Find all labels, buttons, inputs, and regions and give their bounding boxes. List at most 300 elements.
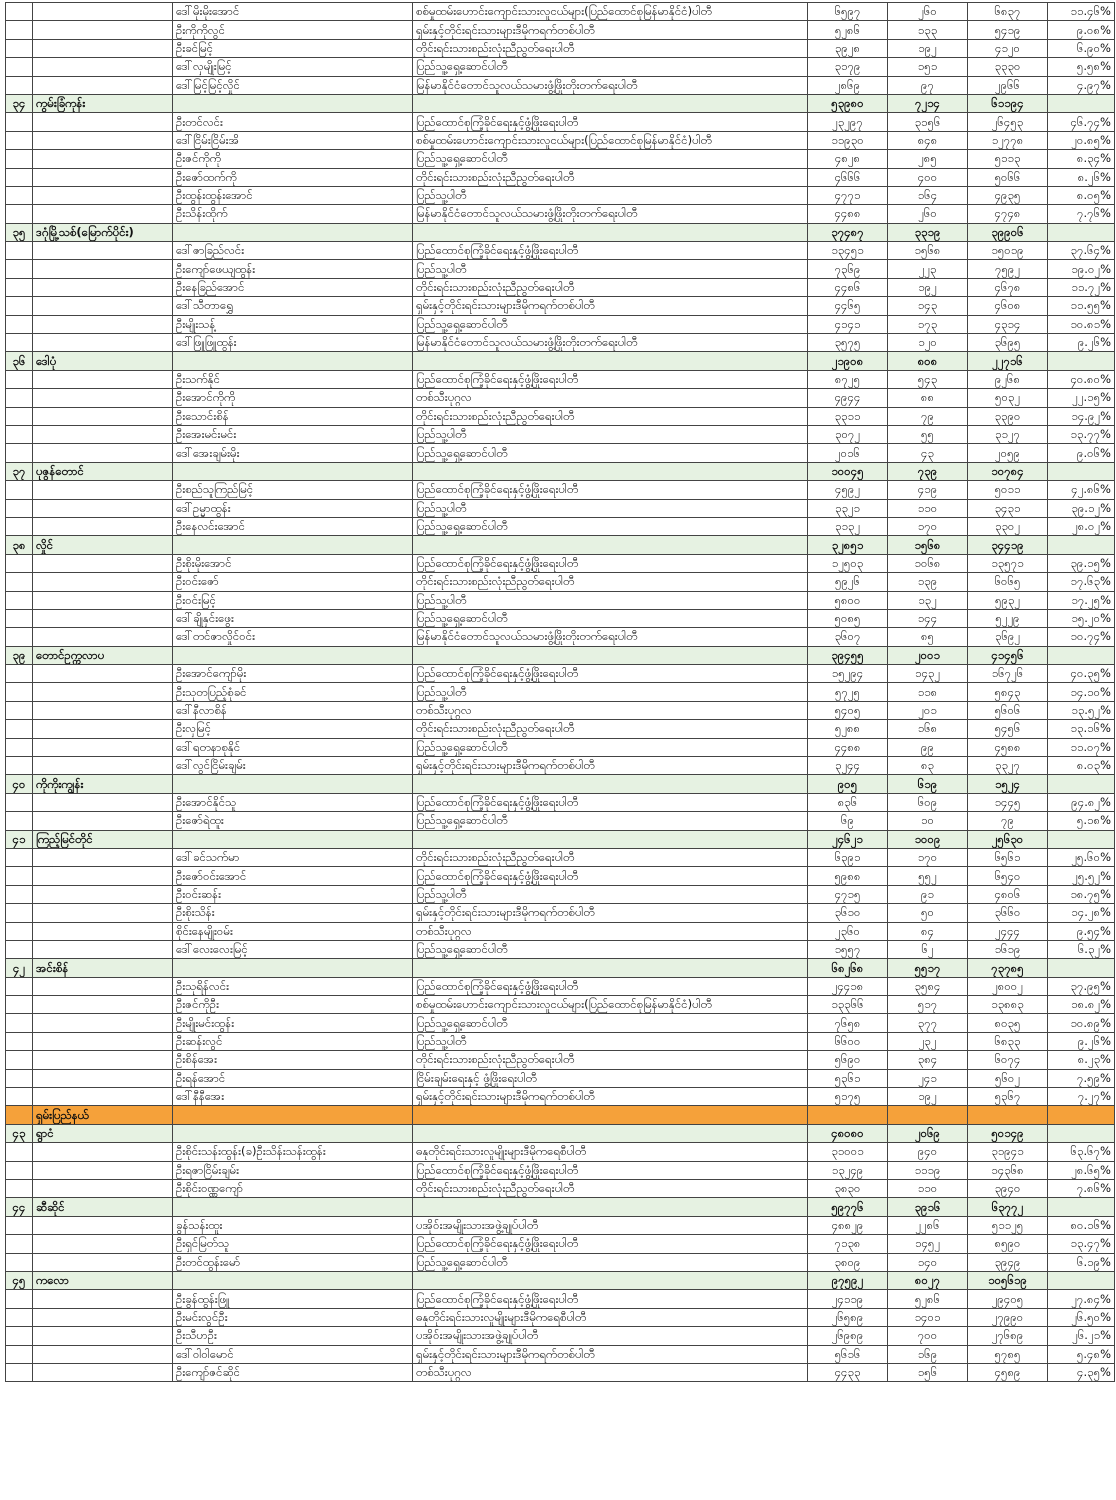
votes-cell: ၆၉ [808,812,888,830]
party-name-cell: ပြည်ထောင်စုကြံ့ခိုင်ရေးနှင့်ဖွံ့ဖြိုးရေးပါတီ [413,665,808,683]
township-name-cell: ကိုကိုးကျွန်း [33,775,173,793]
vote-percent-cell: ၁၉.၀၂% [1048,260,1115,278]
total-votes-cell: ၁၂၇၇၈ [968,131,1048,149]
candidate-name-cell: ဦးခွန်ထွန်းဖြူ [173,1290,413,1308]
vote-percent-cell [1048,1198,1115,1216]
votes-cell: ၅၉၇၇၆ [808,1198,888,1216]
vote-percent-cell: ၃၇.၆၄% [1048,242,1115,260]
votes-cell: ၂၃၆၀ [808,922,888,940]
vote-percent-cell: ၇.၈၆% [1048,1180,1115,1198]
township-name-cell [33,39,173,57]
vote-percent-cell: ၇.၇၆% [1048,205,1115,223]
township-name-cell [33,609,173,627]
votes-cell: ၄၈၂၈ [808,150,888,168]
party-name-cell: ဓနုတိုင်းရင်းသားလူမျိုးများဒီမိုကရေစီပါတီ [413,1308,808,1326]
votes-cell: ၃၈၀၉ [808,1253,888,1271]
township-name-cell [33,554,173,572]
party-name-cell: ပြည်ထောင်စုကြံ့ခိုင်ရေးနှင့်ဖွံ့ဖြိုးရေးပါတီ [413,554,808,572]
township-number-cell [6,977,33,995]
candidate-row [6,425,1115,443]
township-number-cell [6,517,33,535]
advance-votes-cell: ၆၀၉ [888,793,968,811]
township-number-cell [6,150,33,168]
township-number-cell [6,242,33,260]
township-number-cell [6,904,33,922]
candidate-row [6,757,1115,775]
total-votes-cell: ၅၂၂၉ [968,609,1048,627]
party-name-cell [413,94,808,112]
advance-votes-cell: ၁၆၈ [888,720,968,738]
advance-votes-cell: ၇၂၁၄ [888,94,968,112]
township-number-cell: ၃၆ [6,352,33,370]
votes-cell: ၁၅၅၇ [808,940,888,958]
votes-cell: ၉၀၅ [808,775,888,793]
township-name-cell [33,591,173,609]
party-name-cell: ရှမ်းနှင့်တိုင်းရင်းသားများဒီမိုကရက်တစ်ပါတီ [413,904,808,922]
township-name-cell [33,1345,173,1363]
candidate-row [6,793,1115,811]
candidate-name-cell [173,536,413,554]
candidate-row [6,812,1115,830]
total-votes-cell: ၇၃၇၈၅ [968,959,1048,977]
votes-cell: ၃၂၈၅၁ [808,536,888,554]
candidate-name-cell: ဦးဇင်ကိုဦး [173,996,413,1014]
votes-cell: ၃၆၀၇ [808,628,888,646]
votes-cell: ၄၄၈၆ [808,278,888,296]
township-row [6,959,1115,977]
total-votes-cell: ၃၆၉၅ [968,334,1048,352]
candidate-name-cell [173,223,413,241]
advance-votes-cell: ၇၉ [888,407,968,425]
township-row [6,1124,1115,1142]
township-number-cell [6,628,33,646]
township-number-cell [6,757,33,775]
candidate-row [6,1051,1115,1069]
party-name-cell [413,1124,808,1142]
candidate-name-cell: ဦးအောင်ကိုကို [173,389,413,407]
vote-percent-cell [1048,536,1115,554]
candidate-row [6,39,1115,57]
candidate-name-cell: ဦးရန်အောင် [173,1069,413,1087]
vote-percent-cell [1048,646,1115,664]
party-name-cell: တစ်သီးပုဂ္ဂလ [413,389,808,407]
candidate-name-cell [173,1198,413,1216]
township-name-cell: ရှမ်းပြည်နယ် [33,1106,173,1124]
candidate-row [6,683,1115,701]
votes-cell: ၄၆၆၆ [808,168,888,186]
candidate-row [6,334,1115,352]
candidate-row [6,1308,1115,1326]
total-votes-cell: ၂၇၉၉၀ [968,1308,1048,1326]
candidate-row [6,665,1115,683]
township-number-cell [6,1308,33,1326]
township-name-cell [33,793,173,811]
candidate-name-cell: ဦးမျိုးမင်းထွန်း [173,1014,413,1032]
township-number-cell [6,1143,33,1161]
party-name-cell: ပြည်သူ့ပါတီ [413,499,808,517]
votes-cell: ၂၃၂၉၇ [808,113,888,131]
advance-votes-cell: ၁၅၆၈ [888,242,968,260]
advance-votes-cell: ၈၀၈ [888,352,968,370]
total-votes-cell: ၅၀၃၂ [968,389,1048,407]
candidate-row [6,609,1115,627]
candidate-row [6,940,1115,958]
township-number-cell: ၄၀ [6,775,33,793]
vote-percent-cell: ၅.၁၈% [1048,812,1115,830]
candidate-name-cell [173,1271,413,1289]
township-number-cell: ၄၃ [6,1124,33,1142]
party-name-cell: ပြည်သူ့ရှေ့ဆောင်ပါတီ [413,315,808,333]
vote-percent-cell: ၅.၅၈% [1048,58,1115,76]
township-name-cell [33,1235,173,1253]
advance-votes-cell: ၅၀ [888,904,968,922]
candidate-row [6,242,1115,260]
party-name-cell: ပြည်သူ့ရှေ့ဆောင်ပါတီ [413,1014,808,1032]
votes-cell: ၃၁၀၀၁ [808,1143,888,1161]
votes-cell: ၅၆၁၆ [808,1345,888,1363]
township-name-cell [33,76,173,94]
total-votes-cell: ၅၆၀၆ [968,701,1048,719]
votes-cell: ၃၂၄၄ [808,757,888,775]
total-votes-cell: ၅၃၆၇ [968,1088,1048,1106]
candidate-row [6,628,1115,646]
advance-votes-cell: ၁၅၁ [888,58,968,76]
candidate-row [6,1363,1115,1381]
candidate-row [6,1345,1115,1363]
candidate-row [6,131,1115,149]
candidate-name-cell: ဦးဇော်ဝင်းအောင် [173,867,413,885]
party-name-cell: ပြည်သူ့ပါတီ [413,591,808,609]
township-name-cell [33,1308,173,1326]
advance-votes-cell: ၁၆၉ [888,1345,968,1363]
candidate-row [6,517,1115,535]
township-name-cell: ဒေါပုံ [33,352,173,370]
total-votes-cell: ၈၀၃၅ [968,1014,1048,1032]
candidate-name-cell: ဦးကိုကိုလွင် [173,21,413,39]
total-votes-cell: ၁၃၅၇၁ [968,554,1048,572]
total-votes-cell: ၂၂၇၁၆ [968,352,1048,370]
advance-votes-cell: ၁၉၂ [888,278,968,296]
advance-votes-cell: ၈၈ [888,389,968,407]
candidate-name-cell: ဦးမင်းလွင်ဦး [173,1308,413,1326]
township-number-cell: ၄၁ [6,830,33,848]
total-votes-cell: ၉၂၆၈ [968,370,1048,388]
candidate-row [6,168,1115,186]
party-name-cell: ပြည်သူ့ရှေ့ဆောင်ပါတီ [413,812,808,830]
township-number-cell [6,58,33,76]
township-number-cell: ၃၉ [6,646,33,664]
candidate-name-cell: ဦးသောင်းစိန် [173,407,413,425]
township-name-cell [33,683,173,701]
party-name-cell: ပြည်သူ့ရှေ့ဆောင်ပါတီ [413,940,808,958]
candidate-name-cell: ဒေါ်တင်ဇာလှိုင်ဝင်း [173,628,413,646]
advance-votes-cell: ၁၄၃၂ [888,665,968,683]
votes-cell: ၂၀၁၆ [808,444,888,462]
total-votes-cell: ၂၇၆၈၉ [968,1327,1048,1345]
township-number-cell [6,738,33,756]
advance-votes-cell: ၂၆၀ [888,3,968,21]
advance-votes-cell: ၅၅ [888,425,968,443]
total-votes-cell: ၁၀၅၆၁၉ [968,1271,1048,1289]
township-name-cell [33,242,173,260]
votes-cell: ၆၃၉၁ [808,848,888,866]
township-name-cell [33,205,173,223]
party-name-cell: ပအိုဝ်းအမျိုးသားအဖွဲ့ချုပ်ပါတီ [413,1327,808,1345]
advance-votes-cell: ၁၃၂ [888,591,968,609]
vote-percent-cell: ၁၀.၈၉% [1048,1014,1115,1032]
vote-percent-cell [1048,462,1115,480]
township-name-cell [33,481,173,499]
total-votes-cell: ၄၅၈၈ [968,738,1048,756]
township-row [6,1271,1115,1289]
township-name-cell [33,1069,173,1087]
township-row [6,830,1115,848]
township-number-cell [6,793,33,811]
township-name-cell [33,977,173,995]
vote-percent-cell: ၂၆.၂၁% [1048,1327,1115,1345]
township-name-cell [33,444,173,462]
vote-percent-cell [1048,830,1115,848]
township-number-cell [6,1345,33,1363]
township-number-cell [6,76,33,94]
votes-cell: ၄၄၈၈ [808,738,888,756]
party-name-cell [413,959,808,977]
candidate-row [6,21,1115,39]
votes-cell: ၆၅၉၇ [808,3,888,21]
candidate-row [6,720,1115,738]
township-number-cell [6,940,33,958]
candidate-name-cell: ဒေါ်ဖြူဖြူထွန်း [173,334,413,352]
vote-percent-cell [1048,223,1115,241]
township-name-cell [33,278,173,296]
party-name-cell: ပြည်သူ့ပါတီ [413,683,808,701]
candidate-row [6,113,1115,131]
candidate-name-cell: ဒေါ်ဇာခြည်လင်း [173,242,413,260]
candidate-row [6,481,1115,499]
votes-cell: ၁၃၂၄၉ [808,1161,888,1179]
total-votes-cell: ၆၈၃၇ [968,3,1048,21]
township-number-cell: ၃၈ [6,536,33,554]
candidate-name-cell: ဦးအေးမင်းမင်း [173,425,413,443]
advance-votes-cell: ၅၅၂ [888,867,968,885]
vote-percent-cell: ၂၇.၈၄% [1048,1290,1115,1308]
township-number-cell [6,701,33,719]
party-name-cell: တိုင်းရင်းသားစည်းလုံးညီညွတ်ရေးပါတီ [413,278,808,296]
votes-cell: ၃၅၇၅ [808,334,888,352]
advance-votes-cell: ၁၀ [888,812,968,830]
advance-votes-cell: ၁၇၀ [888,848,968,866]
party-name-cell: ပြည်သူ့ရှေ့ဆောင်ပါတီ [413,444,808,462]
candidate-name-cell: ဒေါ်လေးလေးမြင့် [173,940,413,958]
township-number-cell [6,665,33,683]
township-number-cell [6,867,33,885]
township-number-cell [6,885,33,903]
party-name-cell: ပြည်ထောင်စုကြံ့ခိုင်ရေးနှင့်ဖွံ့ဖြိုးရေးပါတီ [413,113,808,131]
total-votes-cell: ၁၆၇၂၆ [968,665,1048,683]
total-votes-cell: ၆၀၆၅ [968,573,1048,591]
candidate-name-cell: ဦးကျော်ဖေယျထွန်း [173,260,413,278]
candidate-row [6,1014,1115,1032]
candidate-row [6,3,1115,21]
candidate-name-cell: ဒေါ်မိုးမိုးအောင် [173,3,413,21]
candidate-row [6,370,1115,388]
total-votes-cell: ၄၁၄၅၆ [968,646,1048,664]
candidate-row [6,297,1115,315]
candidate-row [6,260,1115,278]
votes-cell: ၅၈၀၀ [808,591,888,609]
advance-votes-cell: ၁၃၃ [888,21,968,39]
advance-votes-cell: ၁၇၀ [888,517,968,535]
vote-percent-cell: ၆.၃၂% [1048,940,1115,958]
township-name-cell [33,1327,173,1345]
vote-percent-cell: ၈.၂၆% [1048,168,1115,186]
vote-percent-cell: ၉.၂၆% [1048,1032,1115,1050]
township-number-cell [6,1014,33,1032]
total-votes-cell: ၃၃၉၀ [968,407,1048,425]
advance-votes-cell: ၁၄၀၁ [888,1308,968,1326]
candidate-row [6,554,1115,572]
candidate-name-cell: ဦးသုရိန်လင်း [173,977,413,995]
candidate-row [6,573,1115,591]
total-votes-cell: ၅၄၅၆ [968,720,1048,738]
vote-percent-cell [1048,94,1115,112]
candidate-row [6,1032,1115,1050]
vote-percent-cell [1048,1106,1115,1124]
advance-votes-cell: ၁၁၀ [888,1180,968,1198]
candidate-name-cell: ဦးရှင်မြတ်သူ [173,1235,413,1253]
candidate-name-cell [173,94,413,112]
votes-cell: ၂၆၅၈၉ [808,1308,888,1326]
township-number-cell [6,186,33,204]
township-number-cell: ၄၄ [6,1198,33,1216]
township-name-cell: အင်းစိန် [33,959,173,977]
candidate-row [6,1235,1115,1253]
township-name-cell [33,738,173,756]
votes-cell: ၁၅၂၉၄ [808,665,888,683]
votes-cell: ၅၃၉၈၀ [808,94,888,112]
township-number-cell [6,39,33,57]
vote-percent-cell: ၉.၀၆% [1048,444,1115,462]
advance-votes-cell: ၁၄၅၂ [888,1235,968,1253]
votes-cell: ၁၂၅၀၃ [808,554,888,572]
party-name-cell: ဓနုတိုင်းရင်းသားလူမျိုးများဒီမိုကရေစီပါတီ [413,1143,808,1161]
votes-cell: ၄၅၉၂ [808,481,888,499]
total-votes-cell: ၇၉ [968,812,1048,830]
township-name-cell: ဆီဆိုင် [33,1198,173,1216]
candidate-name-cell [173,462,413,480]
township-name-cell [33,21,173,39]
vote-percent-cell: ၄၀.၈၀% [1048,370,1115,388]
votes-cell: ၃၉၄၅၅ [808,646,888,664]
advance-votes-cell: ၅၅၁၇ [888,959,968,977]
township-name-cell [33,334,173,352]
vote-percent-cell: ၁၁.၇၂% [1048,278,1115,296]
vote-percent-cell: ၈.၃၄% [1048,150,1115,168]
candidate-name-cell: ဒေါ်နီနီအေး [173,1088,413,1106]
candidate-row [6,738,1115,756]
total-votes-cell: ၃၁၉၄၁ [968,1143,1048,1161]
candidate-name-cell: ဒေါ်အေးချမ်းမိုး [173,444,413,462]
township-number-cell: ၃၄ [6,94,33,112]
total-votes-cell: ၄၈၀၆ [968,885,1048,903]
township-name-cell [33,1032,173,1050]
township-number-cell [6,425,33,443]
township-name-cell [33,1161,173,1179]
party-name-cell: တိုင်းရင်းသားစည်းလုံးညီညွတ်ရေးပါတီ [413,1180,808,1198]
candidate-name-cell: ဦးနေလင်းအောင် [173,517,413,535]
township-name-cell [33,150,173,168]
candidate-name-cell: ဦးဝင်းမြင့် [173,591,413,609]
township-number-cell [6,205,33,223]
vote-percent-cell: ၅.၄၈% [1048,1345,1115,1363]
votes-cell: ၃၃၁၁ [808,407,888,425]
township-number-cell [6,996,33,1014]
total-votes-cell: ၂၉၆၆ [968,76,1048,94]
total-votes-cell: ၁၆၁၉ [968,940,1048,958]
vote-percent-cell: ၂၅.၅၂% [1048,867,1115,885]
candidate-name-cell: ဒေါ်ငြိမ်းငြိမ်းအိ [173,131,413,149]
township-name-cell [33,701,173,719]
township-number-cell [6,609,33,627]
advance-votes-cell: ၈၀၂၇ [888,1271,968,1289]
candidate-row [6,1216,1115,1234]
advance-votes-cell: ၄၃ [888,444,968,462]
party-name-cell [413,462,808,480]
township-number-cell [6,131,33,149]
vote-percent-cell: ၁၃.၇၇% [1048,425,1115,443]
township-name-cell: ရွာငံ [33,1124,173,1142]
advance-votes-cell: ၁၄၀ [888,1253,968,1271]
votes-cell: ၅၂၈၆ [808,21,888,39]
township-name-cell [33,131,173,149]
advance-votes-cell: ၃၃၁၉ [888,223,968,241]
votes-cell: ၃၆၁၀ [808,904,888,922]
vote-percent-cell: ၁၁.၄၆% [1048,3,1115,21]
vote-percent-cell: ၁၁.၀၇% [1048,738,1115,756]
township-name-cell [33,389,173,407]
candidate-name-cell: ဦးခင်မြင့် [173,39,413,57]
votes-cell: ၅၄၀၅ [808,701,888,719]
party-name-cell: ရှမ်းနှင့်တိုင်းရင်းသားများဒီမိုကရက်တစ်ပါတီ [413,297,808,315]
township-name-cell [33,315,173,333]
state-header-row [6,1106,1115,1124]
candidate-row [6,996,1115,1014]
vote-percent-cell: ၂၅.၆၀% [1048,848,1115,866]
township-name-cell [33,757,173,775]
candidate-row [6,867,1115,885]
party-name-cell [413,1106,808,1124]
township-number-cell [6,21,33,39]
votes-cell: ၇၁၃၈ [808,1235,888,1253]
candidate-row [6,1253,1115,1271]
party-name-cell: ငြိမ်းချမ်းရေးနှင့် ဖွံ့ဖြိုးရေးပါတီ [413,1069,808,1087]
vote-percent-cell: ၄၆.၇၄% [1048,113,1115,131]
candidate-name-cell: ဦးထွန်းထွန်းအောင် [173,186,413,204]
vote-percent-cell: ၁၄.၁၀% [1048,683,1115,701]
party-name-cell [413,223,808,241]
total-votes-cell: ၃၄၃၁ [968,499,1048,517]
votes-cell: ၂၄၁၁၉ [808,1290,888,1308]
advance-votes-cell: ၇၀၀ [888,1327,968,1345]
vote-percent-cell: ၁၇.၂၅% [1048,591,1115,609]
candidate-name-cell: ဦးတင်လင်း [173,113,413,131]
township-number-cell [6,1216,33,1234]
advance-votes-cell: ၂၀၁ [888,701,968,719]
advance-votes-cell: ၁၉၂ [888,1088,968,1106]
township-number-cell [6,1253,33,1271]
vote-percent-cell: ၈.၀၅% [1048,186,1115,204]
township-number-cell: ၃၅ [6,223,33,241]
